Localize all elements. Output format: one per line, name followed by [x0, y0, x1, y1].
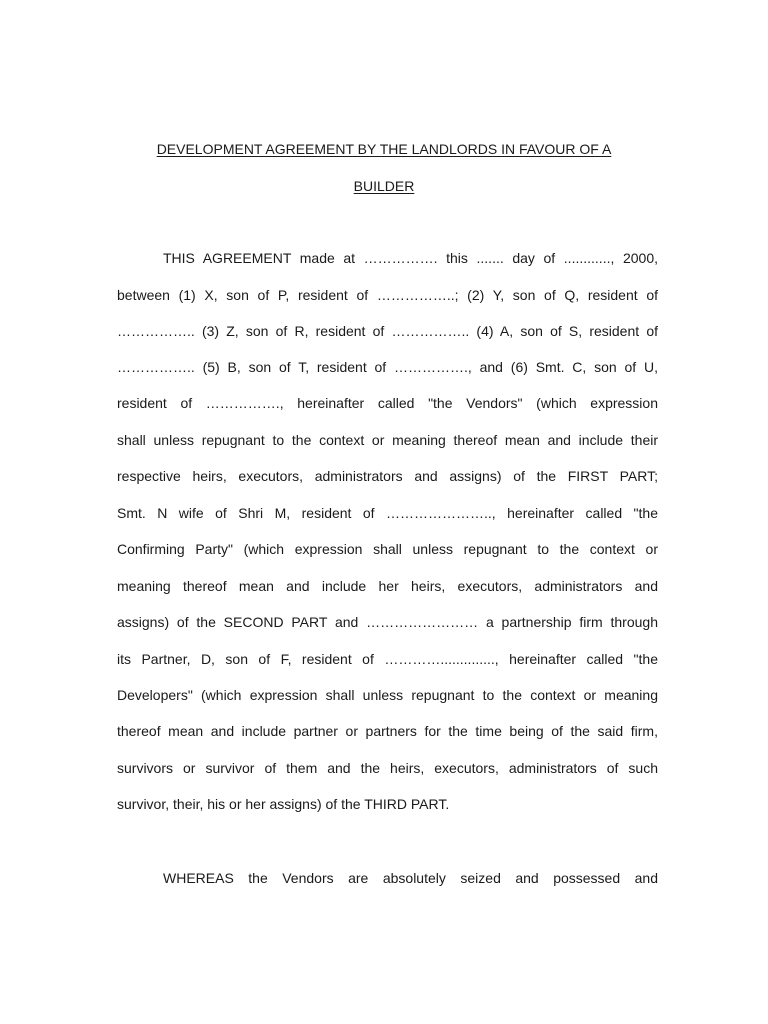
paragraph-line: shall unless repugnant to the context or meaning thereof mean and include their	[117, 432, 658, 448]
paragraph-line: assigns) of the SECOND PART and …………………… a partnership firm through	[117, 614, 658, 630]
document-title-line-2: BUILDER	[353, 178, 415, 194]
paragraph-line: survivors or survivor of them and the heirs, executors, administrators of such	[117, 760, 658, 776]
paragraph-line: …………….. (5) B, son of T, resident of ……………., and (6) Smt. C, son of U,	[117, 359, 658, 375]
paragraph-line: between (1) X, son of P, resident of ……………..; (2) Y, son of Q, resident of	[117, 287, 658, 303]
paragraph-line: respective heirs, executors, administrators and assigns) of the FIRST PART;	[117, 468, 658, 484]
paragraph-line: WHEREAS the Vendors are absolutely seized and possessed and	[163, 870, 658, 886]
paragraph-line: …………….. (3) Z, son of R, resident of …………….. (4) A, son of S, resident of	[117, 323, 658, 339]
paragraph-line: Confirming Party" (which expression shall unless repugnant to the context or	[117, 541, 658, 557]
paragraph-line: meaning thereof mean and include her heirs, executors, administrators and	[117, 578, 658, 594]
paragraph-line: Smt. N wife of Shri M, resident of ………………….., hereinafter called "the	[117, 505, 658, 521]
paragraph-line: Developers" (which expression shall unless repugnant to the context or meaning	[117, 687, 658, 703]
paragraph-line: THIS AGREEMENT made at ……………. this ....... day of ............, 2000,	[163, 250, 658, 266]
paragraph-line: thereof mean and include partner or partners for the time being of the said firm,	[117, 723, 658, 739]
document-title-line-1: DEVELOPMENT AGREEMENT BY THE LANDLORDS IN FAVOUR OF A	[156, 141, 612, 157]
paragraph-line: survivor, their, his or her assigns) of the THIRD PART.	[117, 796, 450, 812]
paragraph-line: its Partner, D, son of F, resident of ………….............., hereinafter called "the	[117, 651, 658, 667]
paragraph-line: resident of ……………., hereinafter called "the Vendors" (which expression	[117, 395, 658, 411]
